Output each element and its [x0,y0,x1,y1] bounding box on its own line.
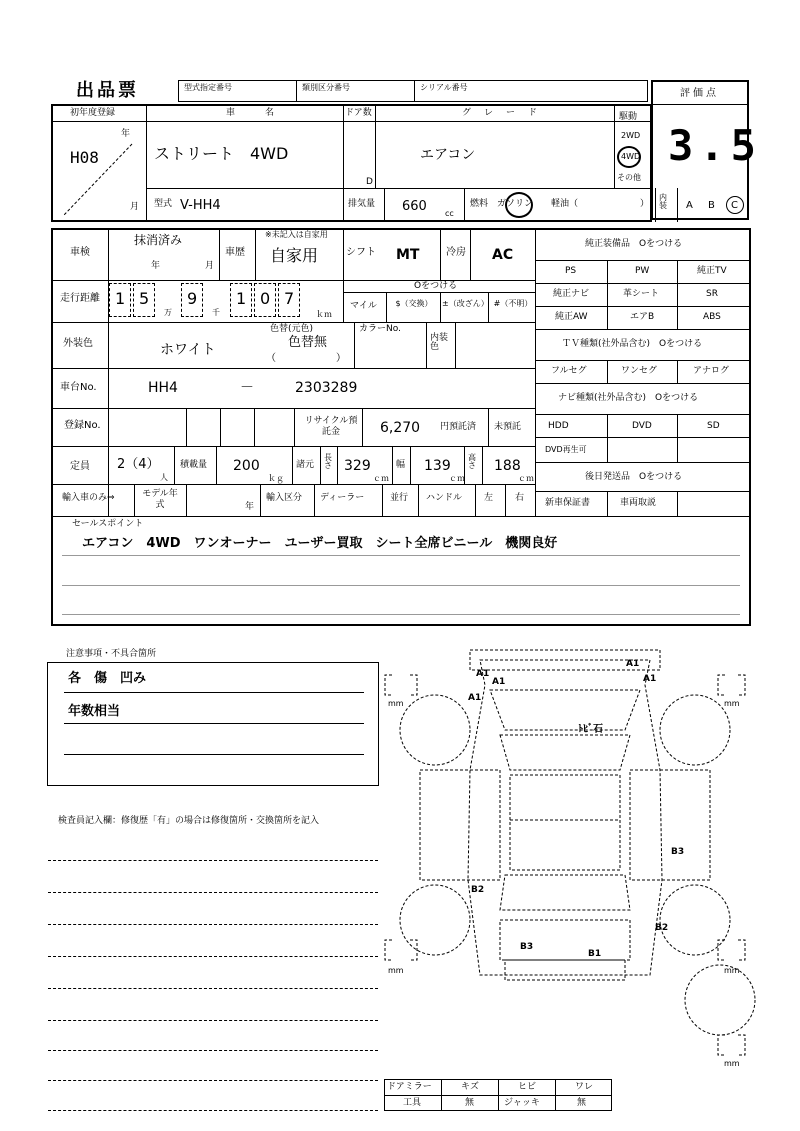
damage-mark-a1: A1 [468,693,482,703]
equip-leather: 革シート [623,289,660,299]
damage-mark-b1: B1 [588,949,602,959]
navi-dvd-play: DVD再生可 [545,445,587,454]
mileage-km: ｋｍ [316,310,332,319]
drive-2wd: 2WD [621,131,641,140]
equip-abs: ABS [703,312,721,322]
fuel-diesel: 軽油（ [551,199,579,209]
score-value: 3.5 [668,121,762,170]
later-manual: 車両取説 [620,498,657,508]
cooler-label: 冷房 [446,247,466,258]
tire-front-left [400,695,470,765]
height-value: 188 [494,458,521,474]
damage-mark-a1: A1 [643,674,657,684]
width-unit: ｃｍ [449,474,465,483]
shift-value: MT [396,247,420,263]
grade-value: エアコン [420,147,476,163]
recycle-value: 6,270 [380,420,421,436]
import-dealer: ディーラー [320,493,365,503]
color-change-value: 色替無 [288,335,328,350]
mileage-digit: 7 [284,289,295,308]
mileage-man: 万 [164,308,172,317]
model-year-label: モデル年式 [142,489,178,510]
height-label: 高さ [468,453,476,470]
interior-c: C [731,200,738,211]
tv-analog: アナログ [693,366,730,376]
height-unit: ｃｍ [518,474,534,483]
notes-label: 注意事項・不具合箇所 [66,649,157,659]
later-warranty: 新車保証書 [545,498,591,508]
capacity-label: 定員 [70,461,90,472]
handle-left: 左 [484,493,494,503]
recycle-not-deposited: 未預託 [494,422,522,432]
legend-cell: 無 [577,1098,587,1108]
sales-point-label: セールスポイント [72,519,144,529]
damage-mark-b2: B2 [471,885,485,895]
length-label: 長さ [324,453,332,470]
exterior-color-value: ホワイト [160,342,216,358]
damage-mark-a1: A1 [476,669,490,679]
interior-c-circle [726,196,744,214]
color-no-label: カラーNo. [359,324,401,334]
damage-mark-a1: A1 [492,677,506,687]
registration-label: 登録No. [64,420,101,431]
capacity-unit: 人 [160,473,168,482]
date-slash [62,142,134,217]
mileage-modified: ±（改ざん） [442,299,489,308]
legend-cell: ジャッキ [504,1098,540,1108]
tv-fullseg: フルセグ [551,366,587,376]
equip-ps: PS [565,266,577,276]
mileage-circle-note: Oをつける [414,281,458,291]
import-label: 輸入車のみ⇒ [62,493,115,503]
sales-point-text: エアコン 4WD ワンオーナー ユーザー買取 シート全席ビニール 機関良好 [82,536,558,551]
legend-header: ワレ [575,1082,594,1092]
equip-navi: 純正ナビ [553,289,590,299]
mileage-digit: 5 [139,289,150,308]
chassis-prefix: HH4 [148,380,178,396]
load-unit: ｋｇ [268,474,284,483]
chassis-number: 2303289 [295,380,358,396]
car-body-outline [468,660,662,975]
fuel-gasoline: ガソリン [497,199,534,209]
inspection-value: 抹消済み [134,233,183,247]
navi-hdd: HDD [548,421,569,431]
damage-mark-b3: B3 [671,847,685,857]
recycle-deposited: 円預託済 [440,422,477,432]
mm-unit: mm [388,966,404,975]
chassis-label: 車台No. [60,382,97,393]
mm-unit: mm [724,1059,740,1068]
equip-pw: PW [635,266,650,276]
exterior-color-label: 外装色 [63,338,93,349]
tire-spare [685,965,755,1035]
mileage-exchange: $（交換） [395,299,433,308]
door-label: ドア数 [345,108,372,118]
inspector-label: 検査員記入欄：修復歴「有」の場合は修復箇所・交換箇所を記入 [58,816,320,826]
mm-unit: mm [724,699,740,708]
inspection-year: 年 [151,261,161,271]
drive-other: その他 [617,173,641,182]
tv-title: ＴＶ種類(社外品含む) Oをつける [562,339,703,349]
grade-label: グ レ ー ド [462,108,540,118]
interior-label: 内装 [659,193,667,210]
tv-oneseg: ワンセグ [621,366,658,376]
mm-unit: mm [724,966,740,975]
shift-label: シフト [346,247,376,258]
damage-mark-a1: A1 [626,659,640,669]
fuel-label: 燃料 [470,199,489,209]
mileage-sen: 千 [212,308,220,317]
mileage-digit: 9 [187,289,198,308]
color-change-label: 色替(元色) [270,324,314,334]
drive-4wd: 4WD [621,152,641,161]
history-note: ※未記入は自家用 [265,230,328,239]
navi-sd: SD [707,421,720,431]
inspection-month: 月 [205,261,215,271]
category-label: 類別区分番号 [302,83,350,92]
load-label: 積載量 [180,460,208,470]
model-year-unit: 年 [245,502,255,512]
capacity-value: 2（4） [117,457,160,472]
drive-4wd-circle [617,146,641,168]
chassis-dash: － [240,380,254,396]
damage-mark-chip: ﾄﾋﾞ石 [578,724,603,735]
displacement-label: 排気量 [348,199,376,209]
damage-mark-b3: B3 [520,942,534,952]
interior-b: B [708,200,715,211]
notes-line1: 各 傷 凹み [68,671,147,686]
equip-airbag: エアB [630,312,655,322]
tire-front-right [660,695,730,765]
import-cat-label: 輸入区分 [266,493,303,503]
year-unit: 年 [121,129,131,139]
first-reg-value: H08 [70,148,99,167]
cooler-value: AC [492,247,514,263]
displacement-value: 660 [402,199,427,214]
interior-a: A [686,200,693,211]
handle-right: 右 [515,493,525,503]
model-label: 型式 [154,199,173,209]
first-reg-label: 初年度登録 [70,108,116,118]
mileage-unknown: #（不明） [493,299,533,308]
mm-unit: mm [388,699,404,708]
legend-header: ヒビ [518,1082,537,1092]
drive-label: 駆動 [619,112,638,122]
equip-tv: 純正TV [697,266,727,276]
type-designation-label: 型式指定番号 [184,83,232,92]
load-value: 200 [233,458,260,474]
damage-mark-b2: B2 [655,923,669,933]
legend-cell: 工具 [403,1098,422,1108]
month-unit: 月 [130,202,140,212]
mileage-digit: 1 [236,289,247,308]
interior-color-label: 内装色 [430,333,449,352]
page-title: 出品票 [76,80,139,101]
legend-header: ドアミラー [387,1082,432,1092]
inspection-label: 車検 [70,247,90,258]
length-value: 329 [344,458,371,474]
legend-header: キズ [461,1082,479,1092]
notes-line2: 年数相当 [68,704,121,719]
import-parallel: 並行 [390,493,409,503]
door-suffix: D [366,177,373,187]
navi-dvd: DVD [632,421,652,431]
original-color: （ ） [266,353,346,364]
tire-rear-right [660,885,730,955]
model-value: V-HH4 [180,198,221,213]
equip-aw: 純正AW [555,312,588,322]
serial-label: シリアル番号 [420,83,468,92]
score-label: 評価点 [680,88,719,99]
cc-unit: cc [445,209,454,218]
mileage-digit: 0 [260,289,271,308]
width-label: 幅 [396,460,406,470]
handle-label: ハンドル [426,493,463,503]
navi-title: ナビ種類(社外品含む) Oをつける [558,393,699,403]
tire-rear-left [400,885,470,955]
dims-label: 諸元 [296,460,315,470]
header-fields [178,80,648,102]
mileage-label: 走行距離 [60,293,100,304]
recycle-label: リサイクル預託金 [304,416,358,437]
legend-cell: 無 [465,1098,475,1108]
car-diagram [380,630,760,1080]
width-value: 139 [424,458,451,474]
later-title: 後日発送品 Oをつける [585,472,683,482]
equip-sr: SR [706,289,718,299]
mileage-digit: 1 [115,289,126,308]
car-name-label: 車 名 [226,108,279,118]
history-value: 自家用 [270,246,319,265]
history-label: 車歴 [225,247,245,258]
length-unit: ｃｍ [373,474,389,483]
fuel-circle [505,192,533,218]
car-name-value: ストリート 4WD [154,144,289,163]
equipment-title: 純正装備品 Oをつける [585,239,683,249]
mileage-mile: マイル [350,301,377,311]
